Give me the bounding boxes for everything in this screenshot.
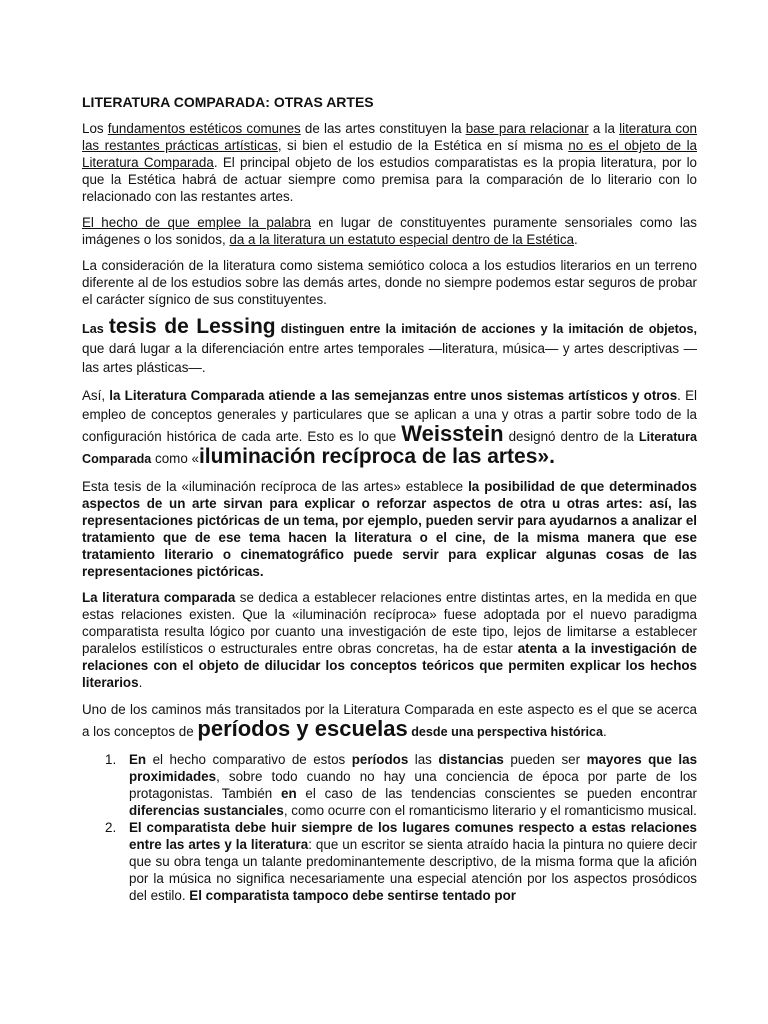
list-item: 2. El comparatista debe huir siempre de los lugares comunes respecto a estas relaciones entre las artes y la literatura: que un escritor se sienta atraído hacia la pintura no quiere decir que su obra tenga un talante predominantemente descriptivo, de la misma forma que la afición por la música no significa necesariamente una especial atención por los aspectos prosódicos del estilo. El comparatista tampoco debe sentirse tentado por — [105, 820, 697, 903]
paragraph-iluminacion: Esta tesis de la «iluminación recíproca de las artes» establece la posibilidad de que determinados aspectos de un arte sirvan para explicar o reforzar aspectos de otra u otras artes: así, las representaciones pictóricas de un tema, por ejemplo, pueden servir para ayudarnos a analizar el tratamiento que de ese tema hacen la literatura o el cine, de la misma manera que ese tratamiento literario o cinematográfico puede servir para explicar algunas cosas de las representaciones pictóricas. — [82, 479, 697, 579]
document-body — [82, 93, 697, 904]
numbered-list — [82, 751, 697, 904]
paragraph-palabra: El hecho de que emplee la palabra en lugar de constituyentes puramente sensoriales como las imágenes o los sonidos, da a la literatura un estatuto especial dentro de la Estética. — [82, 215, 697, 247]
page-title: LITERATURA COMPARADA: OTRAS ARTES — [82, 94, 374, 110]
paragraph-periodos: Uno de los caminos más transitados por la Literatura Comparada en este aspecto es el que se acerca a los conceptos de períodos y escuelas desde una perspectiva histórica. — [82, 702, 697, 741]
paragraph-literatura-comparada: La literatura comparada se dedica a establecer relaciones entre distintas artes, en la medida en que estas relaciones existen. Que la «iluminación recíproca» fuese adoptada por el nuevo paradigma comparatista resulta lógico por cuanto una investigación de este tipo, lejos de limitarse a establecer paralelos estilísticos o estructurales entre obras concretas, ha de estar atenta a la investigación de relaciones con el objeto de dilucidar los conceptos teóricos que permiten explicar los hechos literarios. — [82, 590, 697, 690]
paragraph-weisstein: Así, la Literatura Comparada atiende a las semejanzas entre unos sistemas artísticos y otros. El empleo de conceptos generales y particulares que se aplican a una y otras a partir sobre todo de la configuración histórica de cada arte. Esto es lo que Weisstein designó dentro de la Literatura Comparada como «iluminación recíproca de las artes». — [82, 388, 697, 468]
paragraph-lessing: Las tesis de Lessing distinguen entre la imitación de acciones y la imitación de objetos, que dará lugar a la diferenciación entre artes temporales —literatura, música— y artes descriptivas —las artes plásticas—. — [82, 315, 698, 375]
list-item: 1. En el hecho comparativo de estos períodos las distancias pueden ser mayores que las proximidades, sobre todo cuando no hay una conciencia de época por parte de los protagonistas. También en el caso de las tendencias conscientes se pueden encontrar diferencias sustanciales, como ocurre con el romanticismo literario y el romanticismo musical. — [105, 752, 698, 818]
paragraph-semiotico: La consideración de la literatura como sistema semiótico coloca a los estudios literarios en un terreno diferente al de los estudios sobre las demás artes, donde no siempre podemos estar seguros de probar el carácter sígnico de sus constituyentes. — [82, 258, 697, 307]
paragraph-fundamentos: Los fundamentos estéticos comunes de las artes constituyen la base para relacionar a la literatura con las restantes prácticas artísticas, si bien el estudio de la Estética en sí misma no es el objeto de la Literatura Comparada. El principal objeto de los estudios comparatistas es la propia literatura, por lo que la Estética habrá de actuar siempre como premisa para la comparación de lo literario con lo relacionado con las restantes artes. — [82, 121, 698, 204]
